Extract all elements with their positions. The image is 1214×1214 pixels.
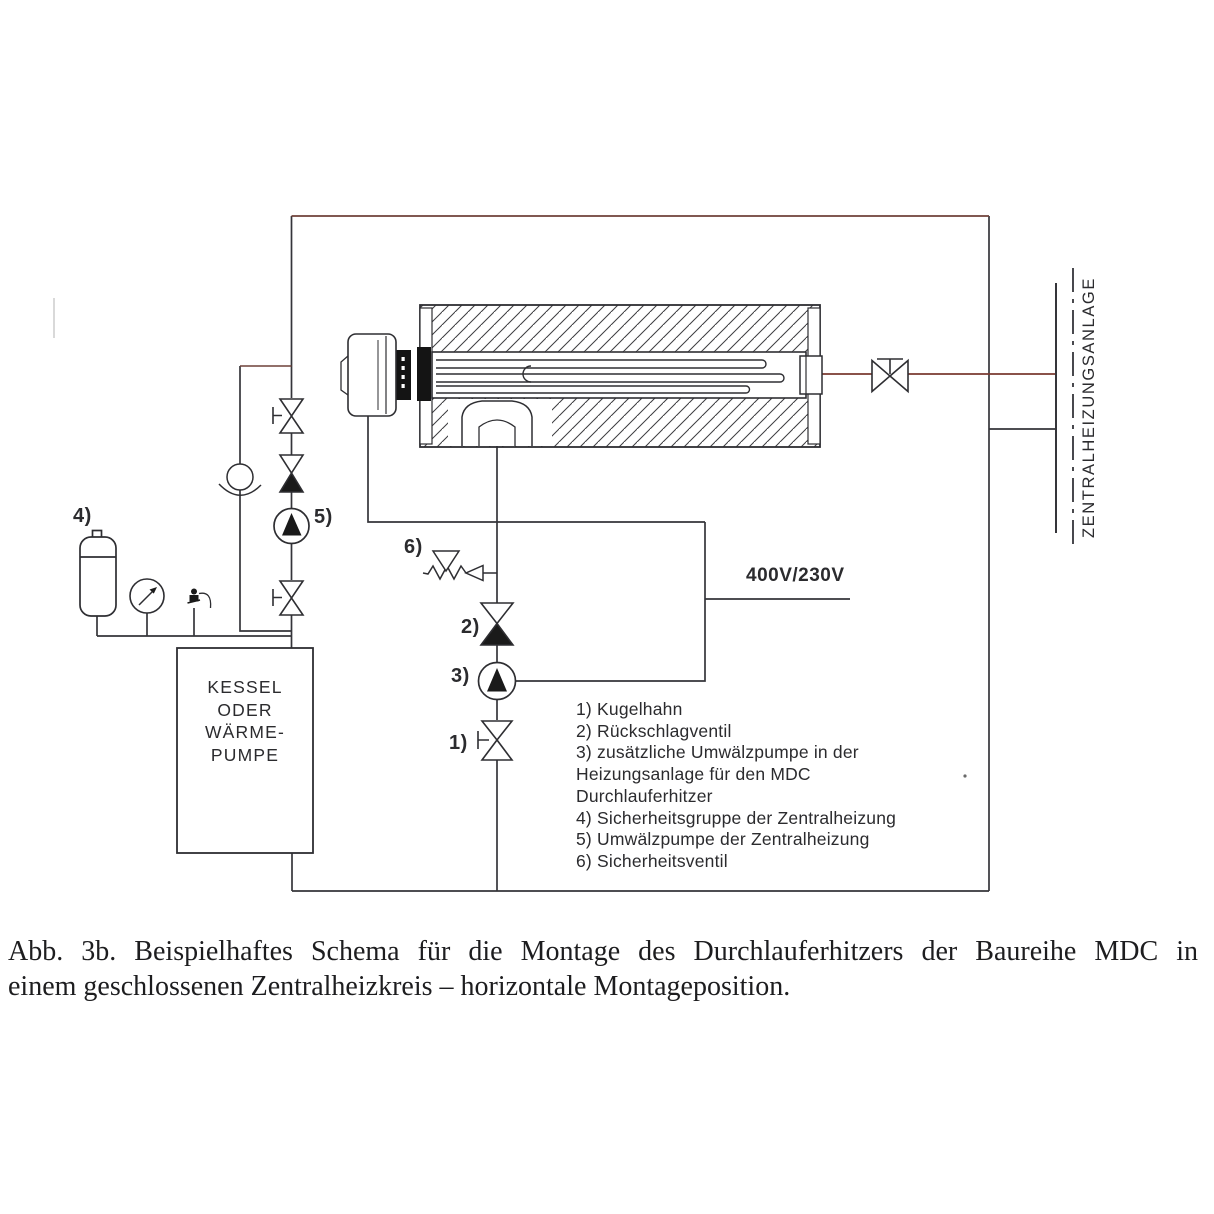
- callout-3: 3): [451, 665, 470, 687]
- central-heating-label: ZENTRALHEIZUNGSANLAGE: [1080, 277, 1098, 538]
- air-separator-symbol: [219, 464, 261, 495]
- heater-outlet-port: [800, 356, 822, 394]
- legend-line: Heizungsanlage für den MDC: [576, 764, 811, 785]
- voltage-label: 400V/230V: [746, 565, 845, 586]
- callout-5: 5): [314, 506, 333, 528]
- legend-line: Durchlauferhitzer: [576, 785, 713, 806]
- caption-line-1: Abb. 3b. Beispielhaftes Schema für die Montage des Durchlauferhitzers der Baureihe MDC in: [8, 936, 1198, 967]
- outlet-ball-valve: [872, 359, 908, 392]
- boiler-label-line: PUMPE: [210, 744, 280, 765]
- callout-4: 4): [73, 505, 92, 527]
- ball-valve-upper-left: [273, 399, 303, 433]
- callout-6: 6): [404, 536, 423, 558]
- boiler-label-line: KESSEL: [207, 677, 283, 697]
- circulation-pump-3: [479, 663, 516, 700]
- callout-1: 1): [449, 732, 468, 754]
- ball-valve-lower-left: [273, 581, 303, 615]
- circulation-pump-5: [274, 509, 309, 544]
- flow-heater-section: [341, 305, 822, 447]
- safety-valve-6: [423, 551, 497, 581]
- boiler-label-line: WÄRME-: [204, 722, 286, 742]
- pressure-gauge: [130, 579, 164, 613]
- heater-terminal-head: [341, 334, 431, 416]
- legend-line: 4) Sicherheitsgruppe der Zentralheizung: [576, 807, 897, 828]
- figure-caption: [8, 934, 1198, 1004]
- boiler-label-line: ODER: [217, 699, 273, 720]
- ball-valve-1: [478, 721, 512, 760]
- legend-line: 1) Kugelhahn: [576, 699, 683, 719]
- legend-line: 6) Sicherheitsventil: [576, 850, 728, 871]
- legend-line: 2) Rückschlagventil: [576, 720, 732, 741]
- air-vent-symbol: [188, 589, 211, 609]
- expansion-vessel: [80, 531, 116, 617]
- legend-line: 3) zusätzliche Umwälzpumpe in der: [576, 742, 859, 763]
- legend-line: 5) Umwälzpumpe der Zentralheizung: [576, 829, 870, 850]
- electric-supply-lines: [368, 413, 850, 681]
- callout-2: 2): [461, 616, 480, 638]
- central-heating-boundary: [1056, 268, 1073, 548]
- check-valve-left: [280, 455, 303, 492]
- boiler-label: [177, 676, 313, 766]
- check-valve-2: [481, 603, 513, 645]
- caption-line-2: einem geschlossenen Zentralheizkreis – horizontale Montageposition.: [8, 971, 791, 1002]
- legend: [576, 699, 1016, 873]
